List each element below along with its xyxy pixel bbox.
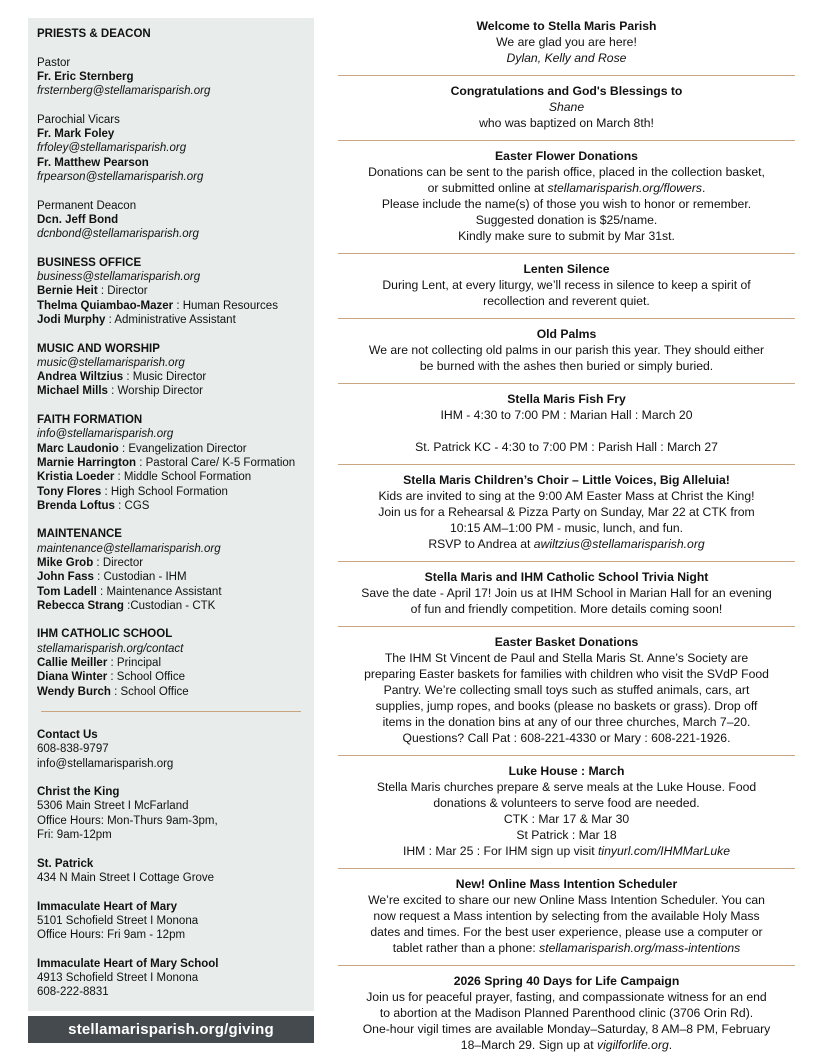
staff-entry: Michael Mills : Worship Director <box>37 385 203 398</box>
pastor-label: Pastor <box>37 56 71 69</box>
rsvp-email-link[interactable]: awiltzius@stellamarisparish.org <box>533 537 705 551</box>
section-title: Easter Flower Donations <box>495 149 638 163</box>
business-office-email[interactable]: business@stellamarisparish.org <box>37 271 201 284</box>
music-worship-heading: MUSIC AND WORSHIP <box>37 342 160 355</box>
staff-entry: Brenda Loftus : CGS <box>37 499 150 512</box>
section-text: supplies, jump ropes, and books (please no baskets or grass). Drop off <box>375 699 758 713</box>
section-title: Easter Basket Donations <box>494 635 639 649</box>
old-palms-section <box>338 326 795 374</box>
section-divider <box>338 318 795 319</box>
section-text: or submitted online at stellamarisparish.org/flowers. <box>427 181 706 195</box>
lenten-silence-section <box>338 261 795 309</box>
staff-entry: Marnie Harrington : Pastoral Care/ K-5 Formation <box>37 456 296 469</box>
faith-formation-email[interactable]: info@stellamarisparish.org <box>37 428 174 441</box>
section-text: donations & volunteers to serve food are needed. <box>433 796 700 810</box>
ctk-address: 5306 Main Street I McFarland <box>37 800 189 813</box>
section-text: Stella Maris churches prepare & serve meals at the Luke House. Food <box>376 780 757 794</box>
school-heading: IHM CATHOLIC SCHOOL <box>37 628 173 641</box>
contact-heading: Contact Us <box>37 728 98 741</box>
section-text: recollection and reverent quiet. <box>483 294 650 308</box>
welcome-section <box>338 18 795 66</box>
vigil-signup-link[interactable]: vigilforlife.org <box>596 1038 669 1052</box>
section-text: now request a Mass intention by selecting from the available Holy Mass <box>373 909 760 923</box>
section-text: tablet rather than a phone: stellamarisparish.org/mass-intentions <box>392 941 741 955</box>
section-text: Dylan, Kelly and Rose <box>506 51 627 65</box>
section-divider <box>338 868 795 869</box>
section-text: who was baptized on March 8th! <box>479 116 654 130</box>
staff-entry: Callie Meiller : Principal <box>37 657 161 670</box>
section-text: We are glad you are here! <box>496 35 637 49</box>
section-divider <box>338 75 795 76</box>
ctk-hours: Office Hours: Mon-Thurs 9am-3pm, <box>37 814 218 827</box>
section-divider <box>338 383 795 384</box>
section-text: to abortion at the Madison Planned Parenthood clinic (3706 Orin Rd). <box>379 1006 754 1020</box>
staff-entry: Tony Flores : High School Formation <box>37 485 228 498</box>
staff-entry: Thelma Quiambao-Mazer : Human Resources <box>37 299 278 312</box>
staff-entry: Kristia Loeder : Middle School Formation <box>37 471 252 484</box>
luke-signup-link[interactable]: tinyurl.com/IHMMarLuke <box>597 844 731 858</box>
staff-entry: Tom Ladell : Maintenance Assistant <box>37 585 222 598</box>
section-title: Welcome to Stella Maris Parish <box>476 19 657 33</box>
section-text: The IHM St Vincent de Paul and Stella Maris St. Anne’s Society are <box>384 651 749 665</box>
maintenance-heading: MAINTENANCE <box>37 528 122 541</box>
fish-fry-section <box>338 391 795 455</box>
trivia-night-section <box>338 569 795 617</box>
section-title: Old Palms <box>536 327 597 341</box>
easter-basket-section <box>338 634 795 746</box>
section-text: Join us for peaceful prayer, fasting, and compassionate witness for an end <box>366 990 767 1004</box>
staff-entry: Jodi Murphy : Administrative Assistant <box>37 313 236 326</box>
section-text: Please include the name(s) of those you wish to honor or remember. <box>381 197 752 211</box>
deacon-label: Permanent Deacon <box>37 199 137 212</box>
pastor-name: Fr. Eric Sternberg <box>37 70 134 83</box>
vicar-email[interactable]: frfoley@stellamarisparish.org <box>37 142 187 155</box>
section-text: Questions? Call Pat : 608-221-4330 or Mary : 608-221-1926. <box>402 731 731 745</box>
section-text: Join us for a Rehearsal & Pizza Party on Sunday, Mar 22 at CTK from <box>378 505 755 519</box>
section-divider <box>338 626 795 627</box>
stpatrick-heading: St. Patrick <box>37 857 94 870</box>
section-title: Stella Maris Fish Fry <box>507 392 626 406</box>
section-title: New! Online Mass Intention Scheduler <box>455 877 678 891</box>
section-divider <box>338 464 795 465</box>
vicar-name: Fr. Matthew Pearson <box>37 156 149 169</box>
ihm-school-heading: Immaculate Heart of Mary School <box>37 957 219 970</box>
school-contact-link[interactable]: stellamarisparish.org/contact <box>37 642 184 655</box>
section-divider <box>338 755 795 756</box>
section-text: St. Patrick KC - 4:30 to 7:00 PM : Parish Hall : March 27 <box>415 440 718 454</box>
section-text: 10:15 AM–1:00 PM - music, lunch, and fun. <box>449 521 684 535</box>
section-text: CTK : Mar 17 & Mar 30 <box>503 812 630 826</box>
staff-entry: Andrea Wiltzius : Music Director <box>37 371 207 384</box>
ctk-hours: Fri: 9am-12pm <box>37 829 112 842</box>
luke-house-section <box>338 763 795 859</box>
sidebar-directory <box>28 18 314 1011</box>
staff-entry: Rebecca Strang :Custodian - CTK <box>37 599 216 612</box>
staff-entry: Diana Winter : School Office <box>37 671 185 684</box>
priests-heading: PRIESTS & DEACON <box>37 28 151 40</box>
staff-entry: Wendy Burch : School Office <box>37 685 189 698</box>
congrats-section <box>338 83 795 131</box>
section-spacer <box>340 423 793 439</box>
deacon-email[interactable]: dcnbond@stellamarisparish.org <box>37 228 199 241</box>
section-divider <box>338 965 795 966</box>
section-text: We’re excited to share our new Online Mass Intention Scheduler. You can <box>368 893 765 907</box>
section-title: Stella Maris Children’s Choir – Little Voices, Big Alleluia! <box>403 473 730 487</box>
section-text: of fun and friendly competition. More details coming soon! <box>410 602 723 616</box>
staff-entry: John Fass : Custodian - IHM <box>37 571 187 584</box>
section-title: Luke House : March <box>508 764 625 778</box>
section-text: IHM - 4:30 to 7:00 PM : Marian Hall : March 20 <box>440 408 693 422</box>
section-divider <box>338 253 795 254</box>
ihm-heading: Immaculate Heart of Mary <box>37 900 177 913</box>
ihm-address: 5101 Schofield Street I Monona <box>37 914 199 927</box>
maintenance-email[interactable]: maintenance@stellamarisparish.org <box>37 542 221 555</box>
flowers-link[interactable]: stellamarisparish.org/flowers <box>547 181 702 195</box>
easter-flowers-section <box>338 148 795 244</box>
section-text: preparing Easter baskets for families with children who visit the SVdP Food <box>364 667 769 681</box>
section-text: During Lent, at every liturgy, we’ll recess in silence to keep a spirit of <box>382 278 751 292</box>
mass-intentions-link[interactable]: stellamarisparish.org/mass-intentions <box>539 941 741 955</box>
forty-days-section <box>338 973 795 1053</box>
childrens-choir-section <box>338 472 795 552</box>
section-text: Shane <box>548 100 585 114</box>
vicar-email[interactable]: frpearson@stellamarisparish.org <box>37 170 204 183</box>
section-title: Stella Maris and IHM Catholic School Trivia Night <box>424 570 709 584</box>
stpatrick-address: 434 N Main Street I Cottage Grove <box>37 871 215 884</box>
staff-entry: Marc Laudonio : Evangelization Director <box>37 442 247 455</box>
sidebar-divider <box>41 711 301 712</box>
section-text: be burned with the ashes then buried or simply buried. <box>419 359 714 373</box>
giving-link-banner[interactable]: stellamarisparish.org/giving <box>28 1016 314 1043</box>
ihm-school-address: 4913 Schofield Street I Monona <box>37 972 199 984</box>
vicar-name: Fr. Mark Foley <box>37 128 115 141</box>
vicars-label: Parochial Vicars <box>37 113 120 126</box>
section-text: One-hour vigil times are available Monday–Saturday, 8 AM–8 PM, February <box>362 1022 771 1036</box>
deacon-name: Dcn. Jeff Bond <box>37 213 119 226</box>
section-text: Suggested donation is $25/name. <box>475 213 658 227</box>
section-title: Congratulations and God's Blessings to <box>450 84 683 98</box>
section-text: RSVP to Andrea at awiltzius@stellamarisparish.org <box>428 537 705 551</box>
section-text: Donations can be sent to the parish office, placed in the collection basket, <box>368 165 765 179</box>
announcements-column <box>338 18 795 1053</box>
section-text: Pantry. We’re collecting small toys such as stuffed animals, cars, art <box>383 683 750 697</box>
staff-entry: Mike Grob : Director <box>37 556 144 569</box>
section-text: St Patrick : Mar 18 <box>516 828 617 842</box>
contact-email[interactable]: info@stellamarisparish.org <box>37 757 174 770</box>
section-text: items in the donation bins at any of our three churches, March 7–20. <box>382 715 751 729</box>
music-worship-email[interactable]: music@stellamarisparish.org <box>37 356 185 369</box>
section-text: IHM : Mar 25 : For IHM sign up visit tinyurl.com/IHMMarLuke <box>402 844 731 858</box>
mass-intention-section <box>338 876 795 956</box>
contact-phone[interactable]: 608-838-9797 <box>37 743 109 756</box>
faith-formation-heading: FAITH FORMATION <box>37 414 143 427</box>
ctk-heading: Christ the King <box>37 786 120 799</box>
section-divider <box>338 561 795 562</box>
ihm-school-phone[interactable]: 608-222-8831 <box>37 986 109 999</box>
business-office-heading: BUSINESS OFFICE <box>37 256 142 269</box>
ihm-hours: Office Hours: Fri 9am - 12pm <box>37 929 186 942</box>
section-title: 2026 Spring 40 Days for Life Campaign <box>453 974 680 988</box>
pastor-email[interactable]: frsternberg@stellamarisparish.org <box>37 85 211 98</box>
section-divider <box>338 140 795 141</box>
section-text: Save the date - April 17! Join us at IHM School in Marian Hall for an evening <box>361 586 772 600</box>
section-text: Kids are invited to sing at the 9:00 AM Easter Mass at Christ the King! <box>378 489 755 503</box>
section-text: 18–March 29. Sign up at vigilforlife.org. <box>460 1038 673 1052</box>
section-text: dates and times. For the best user experience, please use a computer or <box>370 925 763 939</box>
section-text: We are not collecting old palms in our parish this year. They should either <box>368 343 765 357</box>
section-text: Kindly make sure to submit by Mar 31st. <box>458 229 675 243</box>
staff-entry: Bernie Heit : Director <box>37 285 148 298</box>
section-title: Lenten Silence <box>523 262 610 276</box>
